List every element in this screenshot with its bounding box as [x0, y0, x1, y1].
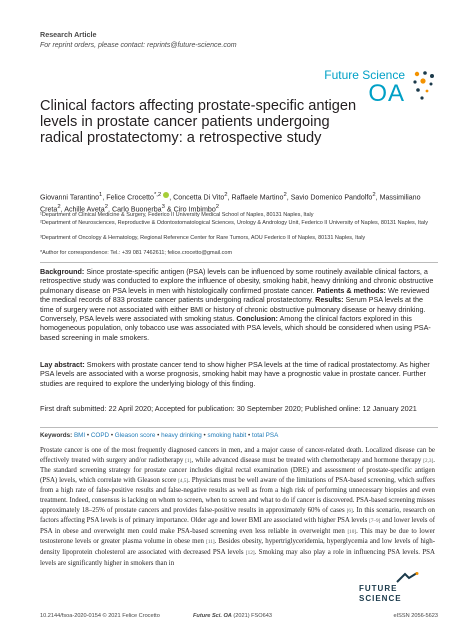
citation-ref[interactable]: [12]	[245, 549, 255, 556]
author-name: & Ciro Imbimbo	[164, 205, 216, 214]
reprint-note: For reprint orders, please contact: reprints@future-science.com	[40, 42, 237, 49]
publisher-logo-icon	[395, 572, 419, 584]
body-text: . Physicians must be well aware of the limitations of PSA-based screening, which suffers from a high rate of false-positive results and false-negative results as well as from a high risk of performing unnecessary biopsies and even treatment. Indeed, consensus is lacking on whom to screen, when to screen and what to do if cancer is discovered. PSA-based screening misses approximately 18–25% of prostate cancers and provides false-positive results in approximately 60% of cases	[40, 476, 436, 514]
footer-issn: eISSN 2056-5623	[393, 613, 438, 619]
abstract-results: Serum PSA levels at the time of surgery were not associated with either BMI or history of chronic obstructive pulmonary disease or heavy drinking. Conversely, PSA levels were associated with smoking status.	[40, 295, 426, 324]
author-name: , Savio Domenico Pandolfo	[286, 193, 373, 202]
body-text: and lower levels of PSA in obese and overweight men could make PSA-based screening even less reliable in overweight men	[40, 517, 436, 535]
body-paragraph	[40, 446, 435, 568]
keyword-link[interactable]: BMI	[73, 432, 86, 439]
abstract-methods: We reviewed the medical records of 833 prostate cancer patients undergoing radical prostatectomy.	[40, 285, 430, 305]
abstract-background: Since prostate-specific antigen (PSA) levels can be influenced by some routinely available clinical factors, a retrospective study was conducted to explore the influence of obesity, smoking habit, heavy drinking and chronic obstructive pulmonary disease on PSA levels in men with histologically confirmed prostate cancer.	[40, 267, 434, 295]
logo-name: Future Science	[324, 68, 405, 82]
footer-journal: Future Sci. OA	[193, 613, 232, 619]
author-affil-mark: 2	[215, 203, 220, 210]
correspondence: *Author for correspondence: Tel.: +39 081 7462611; felice.crocetto@gmail.com	[40, 250, 233, 256]
author-name: , Raffaele Martino	[227, 193, 284, 202]
body-text: . This may be due to lower testosterone levels or greater plasma volume in obese men	[40, 527, 435, 546]
author-affil-mark: *,2	[153, 192, 162, 198]
abstract-conclusion-label: Conclusion:	[234, 314, 278, 324]
body-text: . In this scenario, research on factors affecting PSA levels is of primary importance. Older age and lower BMI are associated with higher PSA levels	[40, 506, 435, 525]
footer-citation	[193, 613, 272, 619]
abstract-background-label: Background:	[40, 267, 85, 276]
keyword-link[interactable]: smoking habit	[207, 432, 247, 439]
author-name: Giovanni Tarantino	[40, 193, 100, 202]
author-affil-mark: 3	[161, 203, 165, 210]
body-text: . Besides obesity, hypertriglyceridemia, hyperglycemia and low levels of high-density lipoprotein cholesterol are associated with decreased PSA levels	[40, 538, 435, 556]
citation-ref[interactable]: [6]	[346, 507, 353, 514]
publisher-name-line2: SCIENCE	[359, 594, 402, 603]
publisher-name-line1: FUTURE	[359, 584, 398, 593]
affiliation-1: ¹Department of Clinical Medicine & Surgery, Federico II University Medical School of Naples, 80131 Naples, Italy	[40, 212, 314, 218]
author-name: , Felice Crocetto	[102, 193, 154, 202]
publication-dates: First draft submitted: 22 April 2020; Accepted for publication: 30 September 2020; Published online: 12 January 2021	[40, 404, 417, 413]
author-name: , Achille Aveta	[60, 205, 105, 214]
author-name: , Carlo Buonerba	[108, 205, 162, 214]
keyword-link[interactable]: COPD	[90, 432, 110, 439]
author-name: , Concetta Di Vito	[169, 193, 225, 202]
author-affil-mark: 1	[99, 192, 103, 198]
citation-ref[interactable]: [7–9]	[369, 518, 381, 525]
citation-ref[interactable]: [4,5]	[178, 477, 189, 484]
lay-abstract-text: Smokers with prostate cancer tend to show higher PSA levels at the time of radical prostatectomy. As higher PSA levels are associated with a worse prognosis, smoking habit may have a prognostic value in prostate cancer. Further studies are required to explore the underlying biology of this finding.	[40, 360, 430, 388]
footer-volume: (2021) FSO643	[231, 613, 272, 619]
body-text: . Smoking may also play a role in influencing PSA levels. PSA levels are significantly higher in smokers than in	[40, 548, 435, 567]
author-affil-mark: 2	[372, 192, 376, 198]
citation-ref[interactable]: [2,3]	[423, 457, 434, 464]
affiliation-3: ³Department of Oncology & Hematology, Regional Reference Center for Rare Tumors, AOU Federico II of Naples, 80131 Naples, Italy	[40, 235, 366, 241]
abstract-results-label: Results:	[313, 295, 344, 305]
lay-abstract	[40, 360, 438, 388]
body-text: , while advanced disease must be treated with chemotherapy and hormone therapy	[191, 456, 424, 464]
divider	[40, 262, 438, 263]
affiliation-2: ²Department of Neurosciences, Reproductive & Odontostomatological Sciences, Urology & Andrology Unit, Federico II University of Naples, 80131 Naples, Italy	[40, 220, 428, 226]
abstract	[40, 267, 438, 342]
author-affil-mark: 2	[283, 192, 287, 198]
author-affil-mark: 2	[57, 203, 61, 210]
citation-ref[interactable]: [10]	[347, 528, 357, 535]
author-name: , Massimiliano Creta	[40, 193, 421, 214]
keywords: Keywords: BMI • COPD • Gleason score • heavy drinking • smoking habit • total PSA	[40, 432, 279, 439]
article-title: Clinical factors affecting prostate-specific antigen levels in prostate cancer patients undergoing radical prostatectomy: a retrospective study	[40, 98, 357, 146]
footer-doi: 10.2144/fsoa-2020-0154 © 2021 Felice Crocetto	[40, 613, 160, 619]
keyword-link[interactable]: heavy drinking	[161, 432, 202, 439]
divider	[40, 427, 438, 428]
citation-ref[interactable]: [1]	[185, 457, 192, 464]
keywords-label: Keywords:	[40, 432, 73, 439]
keyword-link[interactable]: total PSA	[252, 432, 279, 439]
body-text: . The standard screening strategy for prostate cancer includes digital rectal examination (DRE) and assessment of prostate-specific antigen (PSA) levels, which correlate with Gleason score	[40, 456, 435, 484]
citation-ref[interactable]: [11]	[206, 539, 215, 546]
keyword-link[interactable]: Gleason score	[114, 432, 156, 439]
abstract-conclusion: Among the clinical factors explored in this homogeneous population, only tobacco use was associated with PSA levels, which should be considered when using PSA-based screening in male smokers.	[40, 314, 431, 342]
logo-dots-icon	[411, 70, 439, 106]
lay-abstract-label: Lay abstract:	[40, 360, 85, 369]
author-affil-mark: 2	[104, 203, 108, 210]
author-affil-mark: 2	[224, 192, 228, 198]
body-text: Prostate cancer is one of the most frequently diagnosed cancers in men, and a major cause of cancer-related death. Localized disease can be effectively treated with surgery and/or radiotherapy	[40, 447, 435, 464]
publisher-logo	[359, 572, 439, 603]
article-type: Research Article	[40, 30, 97, 39]
logo-oa: OA	[368, 80, 405, 107]
abstract-methods-label: Patients & methods:	[314, 285, 386, 295]
